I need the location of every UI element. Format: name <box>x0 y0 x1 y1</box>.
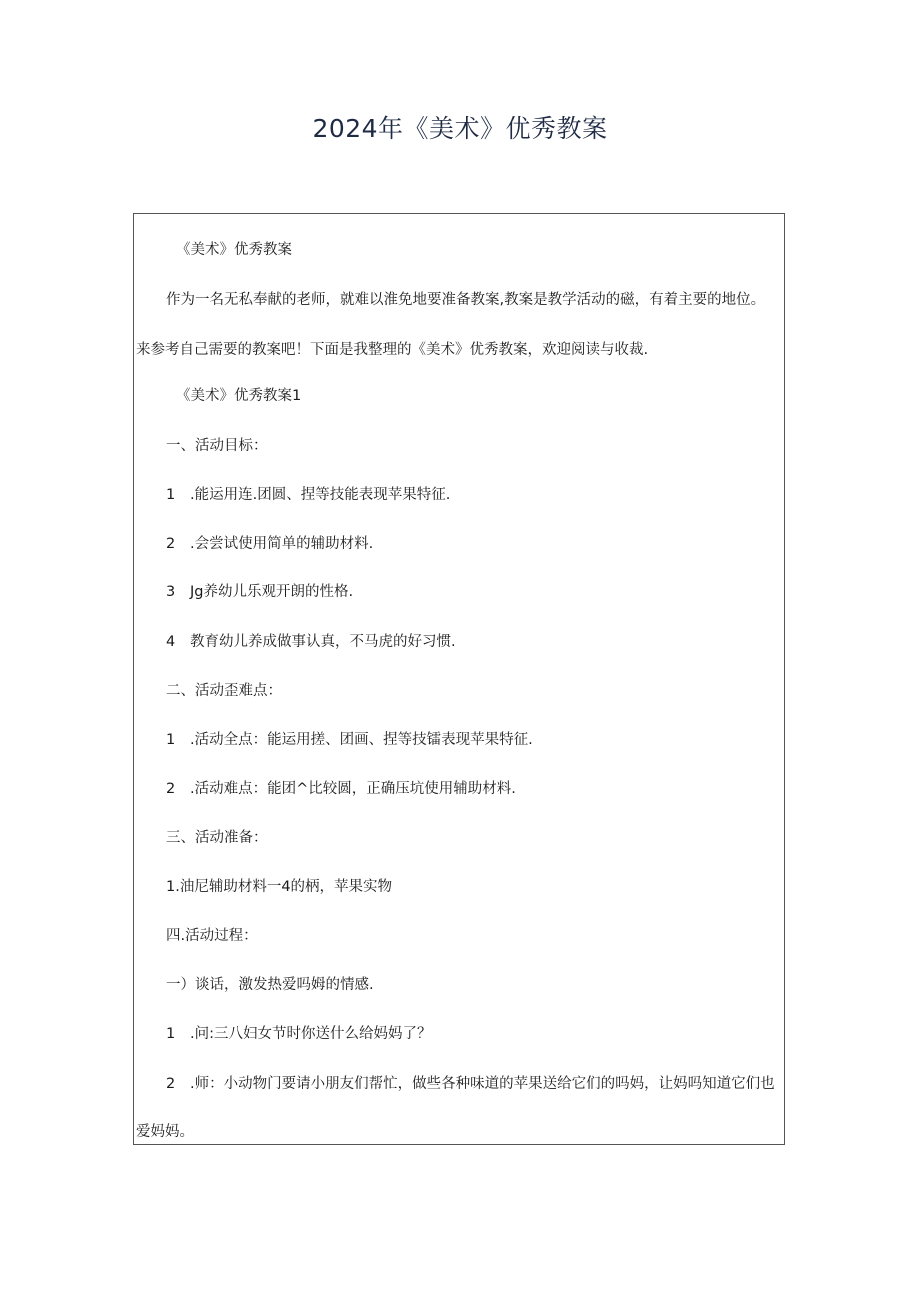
text-line: 爱妈妈。 <box>136 1124 194 1140</box>
intro-paragraph <box>166 290 765 310</box>
list-item <box>166 632 456 652</box>
section-heading <box>166 681 282 701</box>
list-text: .活动全点：能运用搓、团画、捏等技镭表现苹果特征. <box>190 732 533 748</box>
section-heading <box>176 240 292 260</box>
list-text: .能运用连.团圆、捏等技能表现苹果特征. <box>190 487 451 503</box>
list-item <box>166 485 450 505</box>
text-line: 一、活动目标： <box>166 438 268 454</box>
list-item <box>166 1074 775 1094</box>
list-number: 3 <box>166 584 176 600</box>
list-item-continued <box>136 1122 194 1142</box>
list-item <box>166 534 373 554</box>
list-text: Jg养幼儿乐观开朗的性格. <box>190 584 354 600</box>
list-number: 1 <box>166 1026 176 1042</box>
document-title: 2024年《美术》优秀教案 <box>312 114 608 143</box>
list-text: .会尝试使用简单的辅助材料. <box>190 536 374 552</box>
list-number: 1 <box>166 732 176 748</box>
list-text: 教育幼儿养成做事认真，不马虎的好习惯. <box>190 634 456 650</box>
text-line: 1.油尼辅助材料一4的柄，苹果实物 <box>166 879 393 895</box>
list-number: 2 <box>166 1076 176 1092</box>
text-line: 三、活动准备： <box>166 830 268 846</box>
section-heading <box>166 436 268 456</box>
list-number: 2 <box>166 781 176 797</box>
text-line: 二、活动歪难点： <box>166 683 282 699</box>
list-number: 4 <box>166 634 176 650</box>
list-text: .活动难点：能团^比较圆，正确压坑使用辅助材料. <box>190 781 516 797</box>
text-line: 《美术》优秀教案 <box>176 242 292 258</box>
intro-paragraph-continued <box>136 340 648 360</box>
lesson-heading <box>176 386 301 406</box>
text-line: 来参考自己需要的教案吧！下面是我整理的《美术》优秀教案，欢迎阅读与收裁. <box>136 342 649 358</box>
materials-line <box>166 877 392 897</box>
text-line: 四.活动过程： <box>166 928 258 944</box>
section-heading <box>166 926 258 946</box>
list-text: .问:三八妇女节时你送什么给妈妈了？ <box>190 1026 432 1042</box>
list-number: 2 <box>166 536 176 552</box>
subsection-heading <box>166 975 374 995</box>
text-line: 一）谈话，激发热爱吗姆的情感. <box>166 977 374 993</box>
list-item <box>166 779 516 799</box>
text-line: 作为一名无私奉献的老师，就难以淮免地要准备教案,教案是教学活动的磁，有着主要的地位。 <box>166 292 766 308</box>
text-line: 《美术》优秀教案1 <box>176 388 302 404</box>
list-item <box>166 582 353 602</box>
list-text: .师：小动物门要请小朋友们帮忙，做些各种味道的苹果送给它们的吗妈，让妈吗知道它们也 <box>190 1076 775 1092</box>
list-item <box>166 1024 432 1044</box>
list-number: 1 <box>166 487 176 503</box>
list-item <box>166 730 533 750</box>
section-heading <box>166 828 268 848</box>
